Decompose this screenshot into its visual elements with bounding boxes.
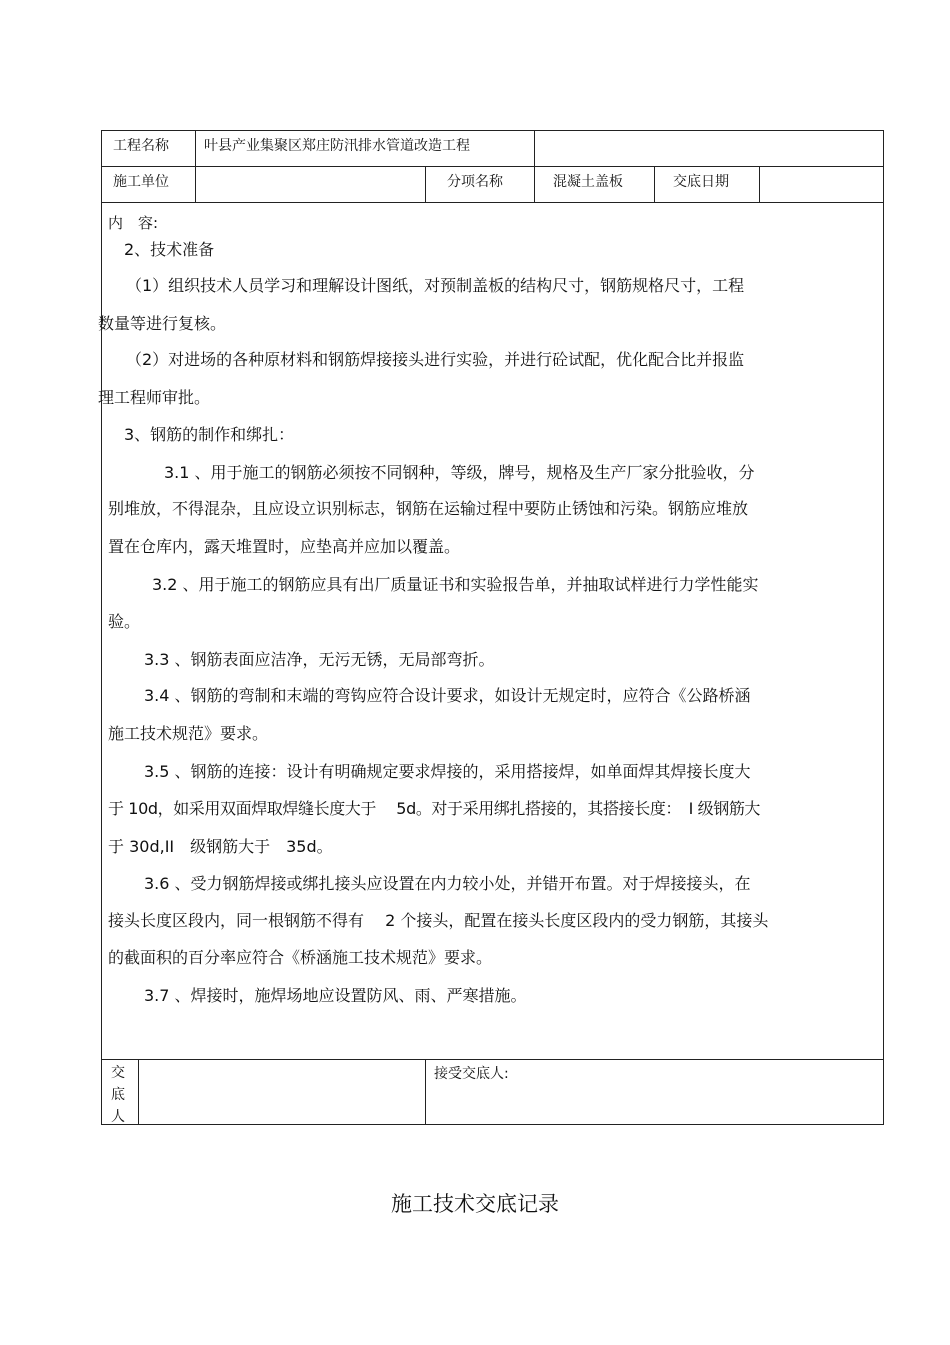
column-divider: [534, 130, 535, 202]
column-divider: [138, 1059, 139, 1125]
row-divider: [101, 202, 884, 203]
giver-label-char: 交: [111, 1065, 125, 1081]
construction-unit-label: 施工单位: [113, 174, 169, 190]
subitem-name-value: 混凝土盖板: [553, 174, 623, 190]
row-divider: [101, 166, 884, 167]
column-divider: [654, 166, 655, 202]
column-divider: [195, 130, 196, 202]
giver-label-char: 底: [111, 1087, 125, 1103]
column-divider: [425, 166, 426, 202]
project-name-value: 叶县产业集聚区郑庄防汛排水管道改造工程: [204, 138, 470, 154]
project-name-label: 工程名称: [113, 138, 169, 154]
handover-date-label: 交底日期: [673, 174, 729, 190]
content-label: 内 容:: [108, 214, 159, 232]
page-title: 施工技术交底记录: [391, 1192, 559, 1216]
giver-label-char: 人: [111, 1109, 125, 1125]
row-divider: [101, 1059, 884, 1060]
column-divider: [425, 1059, 426, 1125]
receiver-label: 接受交底人:: [434, 1066, 509, 1082]
column-divider: [759, 166, 760, 202]
subitem-name-label: 分项名称: [447, 174, 503, 190]
